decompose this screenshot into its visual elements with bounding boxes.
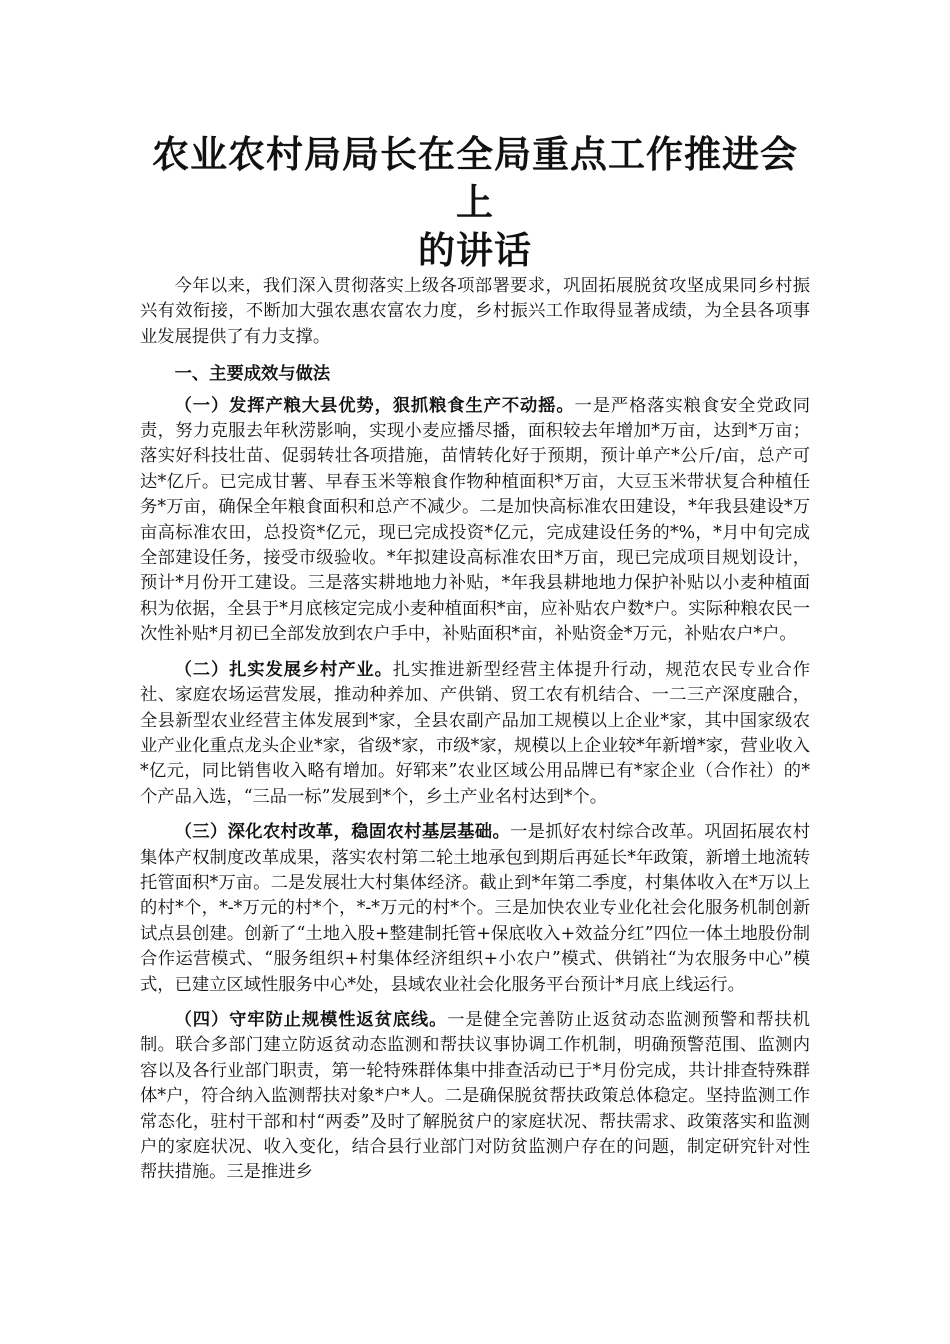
item-text-4: 一是健全完善防止返贫动态监测预警和帮扶机制。联合多部门建立防返贫动态监测和帮扶议事协调工作机制，明确预警范围、监测内容以及各行业部门职责，第一轮特殊群体集中排查活动已于*月份完成，共计排查特殊群体*户，符合纳入监测帮扶对象*户*人。二是确保脱贫帮扶政策总体稳定。坚持监测工作常态化，驻村干部和村“两委”及时了解脱贫户的家庭状况、帮扶需求、政策落实和监测户的家庭状况、收入变化，结合县行业部门对防贫监测户存在的问题，制定研究针对性帮扶措施。三是推进乡 [140,1009,810,1183]
title-line-1: 农业农村局局长在全局重点工作推进会上 [152,132,798,224]
item-heading-4: （四）守牢防止规模性返贫底线。 [174,1009,448,1030]
item-text-1: 一是严格落实粮食安全党政同责，努力克服去年秋涝影响，实现小麦应播尽播，面积较去年增加*万亩，达到*万亩；落实好科技壮苗、促弱转壮各项措施，苗情转化好于预期，预计单产*公斤/亩，总产可达*亿斤。已完成甘薯、早春玉米等粮食作物种植面积*万亩，大豆玉米带状复合种植任务*万亩，确保全年粮食面积和总产不减少。二是加快高标准农田建设，*年我县建设*万亩高标准农田，总投资*亿元，现已完成投资*亿元，完成建设任务的*%，*月中旬完成全部建设任务，接受市级验收。*年拟建设高标准农田*万亩，现已完成项目规划设计，预计*月份开工建设。三是落实耕地地力补贴，*年我县耕地地力保护补贴以小麦种植面积为依据，全县于*月底核定完成小麦种植面积*亩，应补贴农户数*户。实际种粮农民一次性补贴*月初已全部发放到农户手中，补贴面积*亩，补贴资金*万元，补贴农户*户。 [140,395,810,645]
document-body [140,274,810,1186]
section-heading: 一、主要成效与做法 [174,364,331,385]
item-paragraph-2 [140,658,810,810]
item-paragraph-4 [140,1008,810,1186]
item-text-2: 扎实推进新型经营主体提升行动，规范农民专业合作社、家庭农场运营发展，推动种养加、产供销、贸工农有机结合、一二三产深度融合，全县新型农业经营主体发展到*家，全县农副产品加工规模以上企业*家，其中国家级农业产业化重点龙头企业*家，省级*家，市级*家，规模以上企业较*年新增*家，营业收入*亿元，同比销售收入略有增加。好郓来”农业区域公用品牌已有*家企业（合作社）的*个产品入选，“三品一标”发展到*个，乡土产业名村达到*个。 [140,659,810,807]
item-heading-2: （二）扎实发展乡村产业。 [174,659,393,680]
item-text-3: 一是抓好农村综合改革。巩固拓展农村集体产权制度改革成果，落实农村第二轮土地承包到期后再延长*年政策，新增土地流转托管面积*万亩。二是发展壮大村集体经济。截止到*年第二季度，村集体收入在*万以上的村*个，*-*万元的村*个，*-*万元的村*个。三是加快农业专业化社会化服务机制创新试点县创建。创新了“土地入股+整建制托管+保底收入+效益分红”四位一体土地股份制合作运营模式、“服务组织+村集体经济组织+小农户”模式、供销社“为农服务中心”模式，已建立区域性服务中心*处，县域农业社会化服务平台预计*月底上线运行。 [140,822,810,995]
item-heading-1: （一）发挥产粮大县优势，狠抓粮食生产不动摇。 [174,395,575,416]
item-paragraph-1 [140,394,810,648]
title-line-2: 的讲话 [418,228,532,272]
item-heading-3: （三）深化农村改革，稳固农村基层基础。 [174,822,511,843]
intro-paragraph: 今年以来，我们深入贯彻落实上级各项部署要求，巩固拓展脱贫攻坚成果同乡村振兴有效衔接，不断加大强农惠农富农力度，乡村振兴工作取得显著成绩，为全县各项事业发展提供了有力支撑。 [140,276,810,347]
item-paragraph-3 [140,820,810,998]
document-title [140,130,810,274]
